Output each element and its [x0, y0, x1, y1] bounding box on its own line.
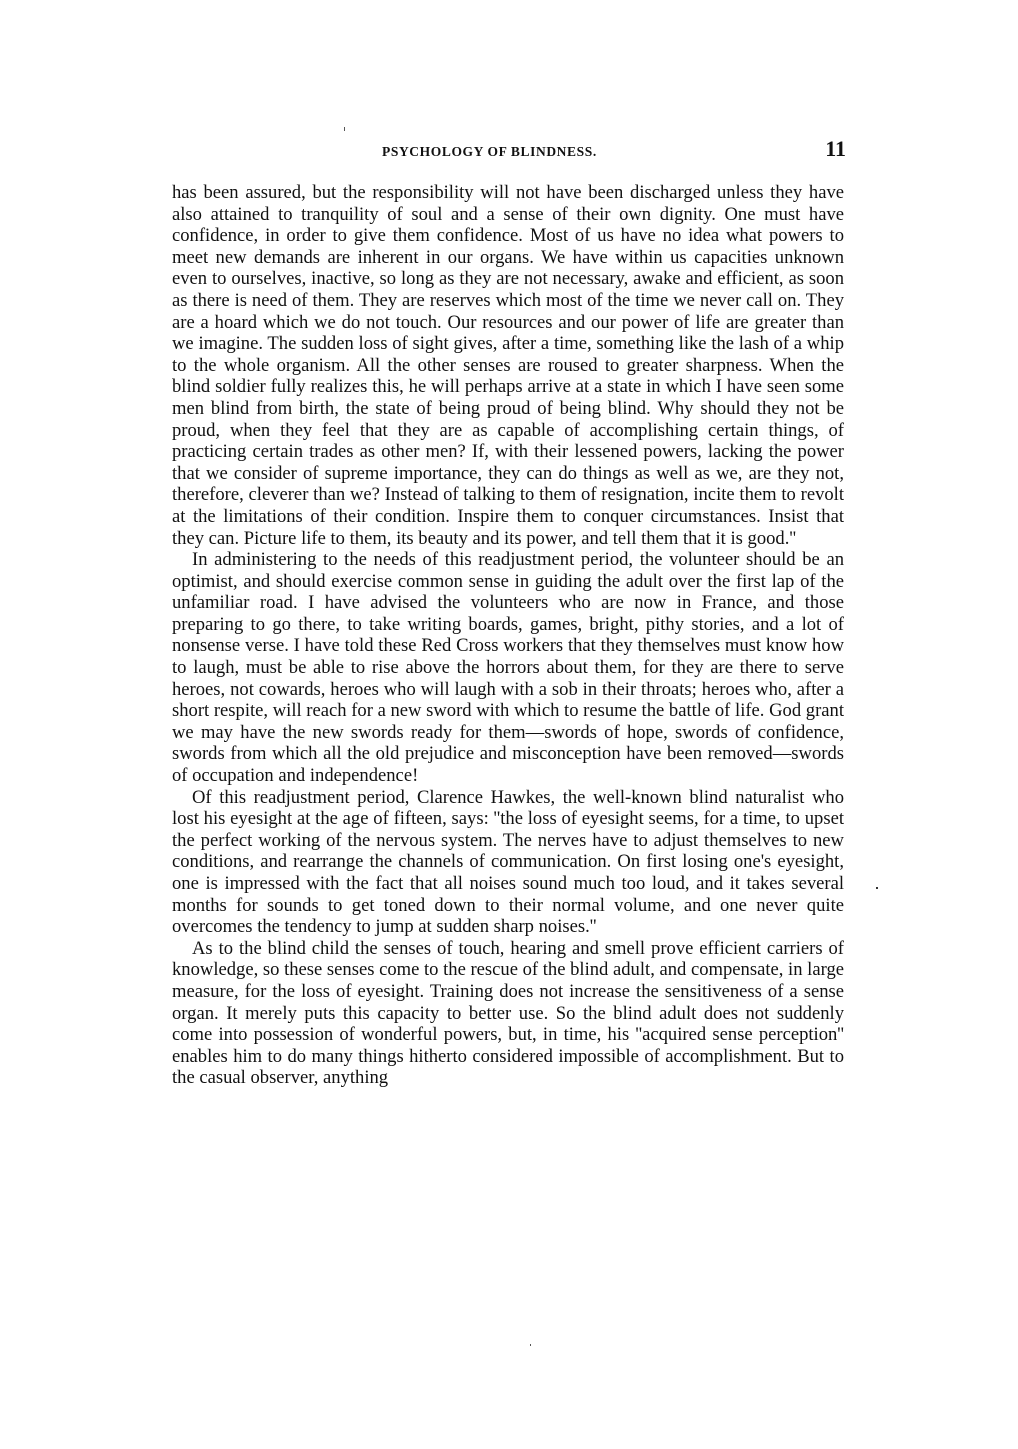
paragraph-1: has been assured, but the responsibility will not have been discharged unless they have also attained to tranquility of soul and a sense of their own dignity. One must have confidence, in order to give them confidence. Most of us have no idea what powers to meet new demands are inherent in our organs. We have within us capacities unknown even to ourselves, inactive, so long as they are not necessary, awake and efficient, as soon as there is need of them. They are reserves which most of the time we never call on. They are a hoard which we do not touch. Our resources and our power of life are greater than we imagine. The sudden loss of sight gives, after a time, something like the lash of a whip to the whole organism. All the other senses are roused to greater sharpness. When the blind soldier fully realizes this, he will perhaps arrive at a state in which I have seen some men blind from birth, the state of being proud of being blind. Why should they not be proud, when they feel that they are as capable of accomplishing certain things, of practicing certain trades as other men? If, with their lessened powers, lacking the power that we consider of supreme importance, they can do things as well as we, are they not, therefore, cleverer than we? Instead of talking to them of resignation, incite them to revolt at the limitations of their condition. Inspire them to conquer circumstances. Insist that they can. Picture life to them, its beauty and its power, and tell them that it is good.'' — [172, 182, 844, 549]
paragraph-3: Of this readjustment period, Clarence Hawkes, the well-known blind naturalist who lost his eyesight at the age of fifteen, says: ''the loss of eyesight seems, for a time, to upset the perfect working of the nervous system. The nerves have to adjust themselves to new conditions, and rearrange the channels of communication. On first losing one's eyesight, one is impressed with the fact that all noises sound much too loud, and it takes several months for sounds to get toned down to their normal volume, and one never quite overcomes the tendency to jump at sudden sharp noises.'' — [172, 786, 844, 938]
scan-speck — [530, 1344, 531, 1346]
page-number: 11 — [825, 136, 846, 161]
scan-speck — [344, 127, 345, 131]
running-title: PSYCHOLOGY OF BLINDNESS. — [382, 144, 597, 159]
paragraph-2: In administering to the needs of this readjustment period, the volunteer should be an optimist, and should exercise common sense in guiding the adult over the first lap of the unfamiliar road. I have advised the volunteers who are now in France, and those preparing to go there, to take writing boards, games, bright, pithy stories, and a lot of nonsense verse. I have told these Red Cross workers that they themselves must know how to laugh, must be able to rise above the horrors about them, for they are there to serve heroes, not cowards, heroes who will laugh with a sob in their throats; heroes who, after a short respite, will reach for a new sword with which to resume the battle of life. God grant we may have the new swords ready for them—swords of hope, swords of confidence, swords from which all the old prejudice and misconception have been removed—swords of occupation and independence! — [172, 549, 844, 787]
body-text — [172, 182, 844, 1089]
page-header — [172, 136, 848, 166]
scan-speck — [876, 887, 878, 889]
paragraph-4: As to the blind child the senses of touch, hearing and smell prove efficient carriers of knowledge, so these senses come to the rescue of the blind adult, and compensate, in large measure, for the loss of eyesight. Training does not increase the sensitiveness of a sense organ. It merely puts this capacity to better use. So the blind adult does not suddenly come into possession of wonderful powers, but, in time, his ''acquired sense perception'' enables him to do many things hitherto considered impossible of accomplishment. But to the casual observer, anything — [172, 937, 844, 1089]
